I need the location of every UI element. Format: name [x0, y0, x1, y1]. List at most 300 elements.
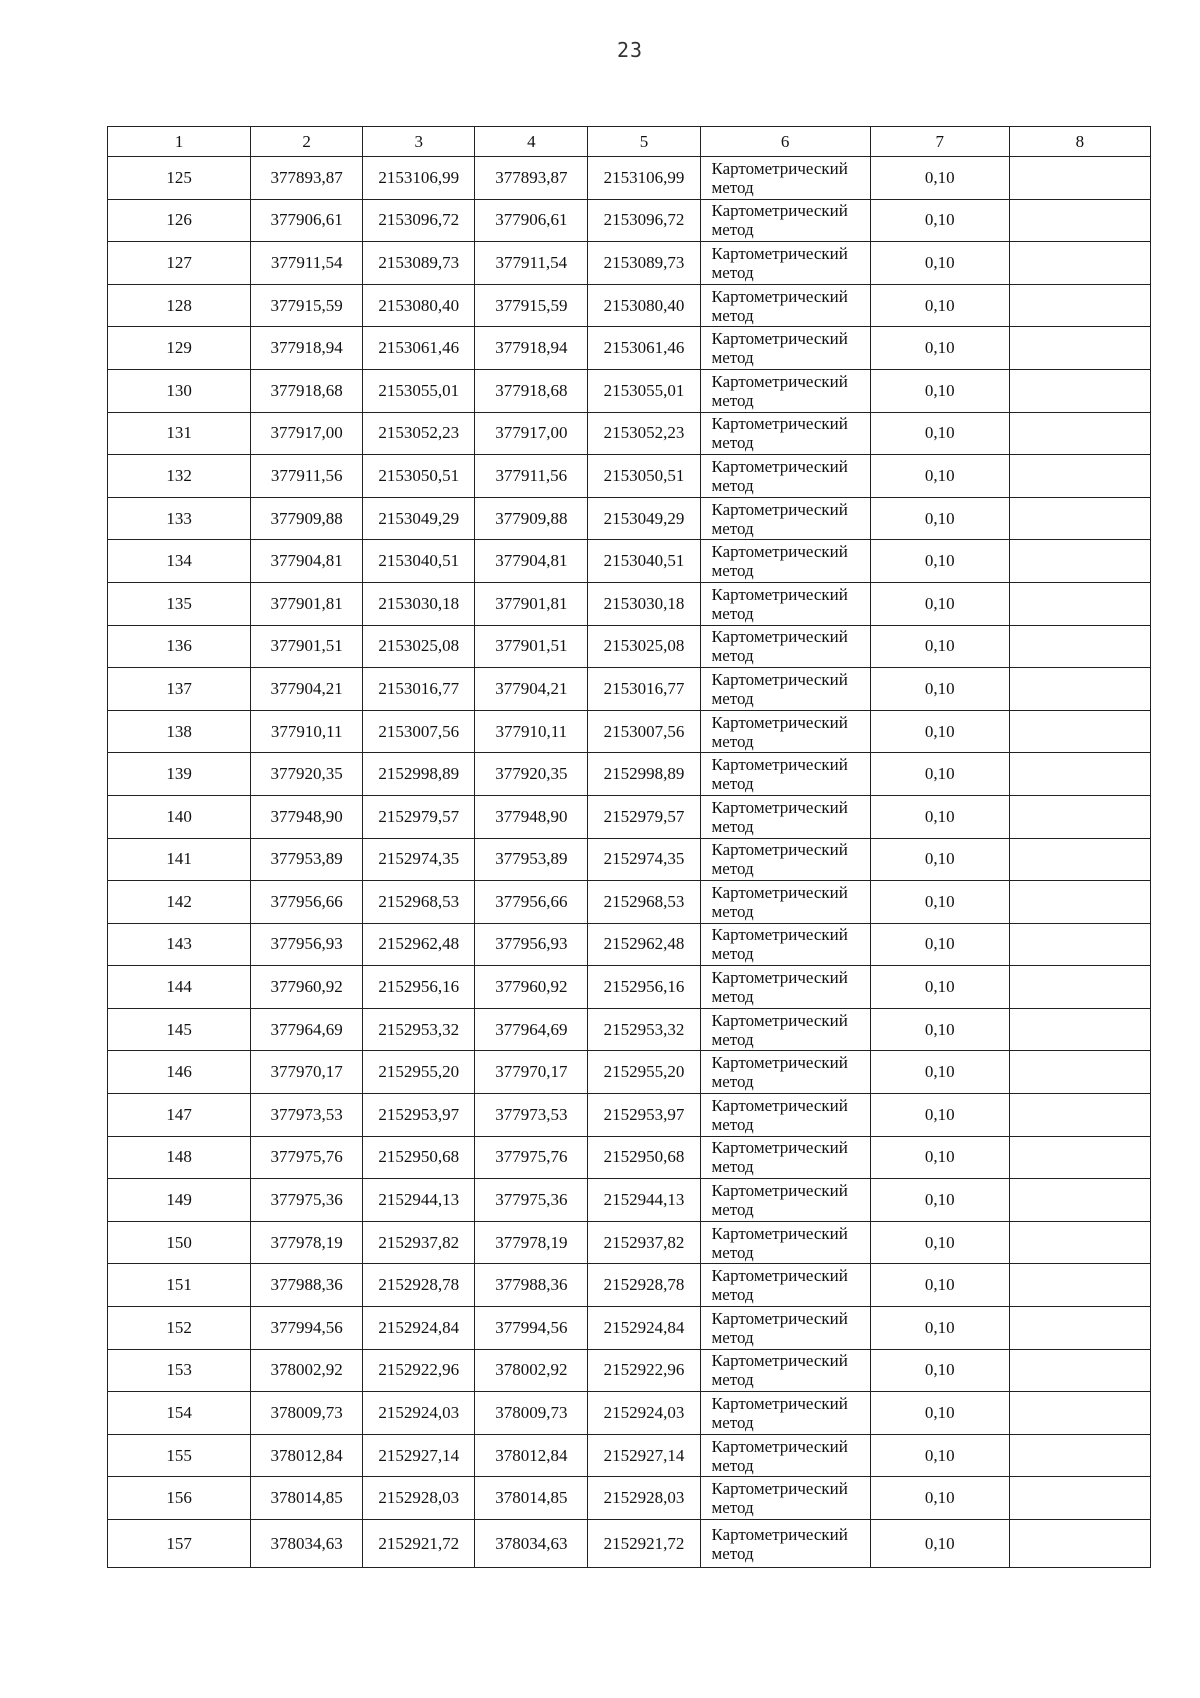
- note-cell: [1009, 327, 1150, 370]
- y-new-cell: 2152950,68: [588, 1136, 700, 1179]
- x-old-cell: 377956,93: [251, 923, 363, 966]
- note-cell: [1009, 1307, 1150, 1350]
- point-number-cell: 143: [108, 923, 251, 966]
- table-row: [108, 327, 1151, 370]
- table-row: [108, 1179, 1151, 1222]
- x-new-cell: 377909,88: [475, 497, 588, 540]
- y-new-cell: 2152927,14: [588, 1434, 700, 1477]
- x-new-cell: 377960,92: [475, 966, 588, 1009]
- table-row: [108, 1477, 1151, 1520]
- table-row: [108, 1307, 1151, 1350]
- accuracy-cell: 0,10: [870, 582, 1009, 625]
- method-cell: Картометрический метод: [700, 881, 870, 924]
- table-row: [108, 668, 1151, 711]
- x-old-cell: 377917,00: [251, 412, 363, 455]
- note-cell: [1009, 455, 1150, 498]
- table-row: [108, 497, 1151, 540]
- method-cell: Картометрический метод: [700, 966, 870, 1009]
- y-new-cell: 2153096,72: [588, 199, 700, 242]
- method-cell: Картометрический метод: [700, 625, 870, 668]
- table-row: [108, 795, 1151, 838]
- x-new-cell: 377904,21: [475, 668, 588, 711]
- x-new-cell: 377917,00: [475, 412, 588, 455]
- point-number-cell: 153: [108, 1349, 251, 1392]
- x-new-cell: 377893,87: [475, 157, 588, 200]
- x-new-cell: 377901,51: [475, 625, 588, 668]
- point-number-cell: 150: [108, 1221, 251, 1264]
- x-new-cell: 377901,81: [475, 582, 588, 625]
- point-number-cell: 134: [108, 540, 251, 583]
- point-number-cell: 135: [108, 582, 251, 625]
- x-new-cell: 377975,76: [475, 1136, 588, 1179]
- method-cell: Картометрический метод: [700, 1307, 870, 1350]
- x-old-cell: 377918,68: [251, 369, 363, 412]
- note-cell: [1009, 1008, 1150, 1051]
- y-new-cell: 2152928,03: [588, 1477, 700, 1520]
- point-number-cell: 132: [108, 455, 251, 498]
- note-cell: [1009, 668, 1150, 711]
- note-cell: [1009, 966, 1150, 1009]
- note-cell: [1009, 795, 1150, 838]
- x-new-cell: 377988,36: [475, 1264, 588, 1307]
- point-number-cell: 148: [108, 1136, 251, 1179]
- y-new-cell: 2153016,77: [588, 668, 700, 711]
- y-old-cell: 2153061,46: [363, 327, 475, 370]
- x-old-cell: 377978,19: [251, 1221, 363, 1264]
- y-new-cell: 2152979,57: [588, 795, 700, 838]
- note-cell: [1009, 1477, 1150, 1520]
- accuracy-cell: 0,10: [870, 1392, 1009, 1435]
- accuracy-cell: 0,10: [870, 1094, 1009, 1137]
- note-cell: [1009, 838, 1150, 881]
- table-row: [108, 1008, 1151, 1051]
- point-number-cell: 128: [108, 284, 251, 327]
- x-new-cell: 377904,81: [475, 540, 588, 583]
- column-header: 8: [1009, 127, 1150, 157]
- x-old-cell: 377904,81: [251, 540, 363, 583]
- x-new-cell: 377911,54: [475, 242, 588, 285]
- table-row: [108, 1221, 1151, 1264]
- accuracy-cell: 0,10: [870, 1179, 1009, 1222]
- table-row: [108, 1264, 1151, 1307]
- point-number-cell: 152: [108, 1307, 251, 1350]
- y-new-cell: 2153106,99: [588, 157, 700, 200]
- x-new-cell: 377956,93: [475, 923, 588, 966]
- x-old-cell: 377975,76: [251, 1136, 363, 1179]
- note-cell: [1009, 1392, 1150, 1435]
- x-old-cell: 378034,63: [251, 1520, 363, 1568]
- x-old-cell: 377948,90: [251, 795, 363, 838]
- y-old-cell: 2153089,73: [363, 242, 475, 285]
- point-number-cell: 142: [108, 881, 251, 924]
- x-old-cell: 377988,36: [251, 1264, 363, 1307]
- y-new-cell: 2153052,23: [588, 412, 700, 455]
- y-new-cell: 2152937,82: [588, 1221, 700, 1264]
- point-number-cell: 126: [108, 199, 251, 242]
- point-number-cell: 155: [108, 1434, 251, 1477]
- y-old-cell: 2152927,14: [363, 1434, 475, 1477]
- method-cell: Картометрический метод: [700, 455, 870, 498]
- y-old-cell: 2152955,20: [363, 1051, 475, 1094]
- y-new-cell: 2152922,96: [588, 1349, 700, 1392]
- accuracy-cell: 0,10: [870, 199, 1009, 242]
- method-cell: Картометрический метод: [700, 1179, 870, 1222]
- y-new-cell: 2153007,56: [588, 710, 700, 753]
- note-cell: [1009, 199, 1150, 242]
- point-number-cell: 156: [108, 1477, 251, 1520]
- y-new-cell: 2152968,53: [588, 881, 700, 924]
- x-new-cell: 377911,56: [475, 455, 588, 498]
- method-cell: Картометрический метод: [700, 497, 870, 540]
- column-header: 6: [700, 127, 870, 157]
- point-number-cell: 137: [108, 668, 251, 711]
- x-new-cell: 377973,53: [475, 1094, 588, 1137]
- accuracy-cell: 0,10: [870, 284, 1009, 327]
- y-new-cell: 2152953,32: [588, 1008, 700, 1051]
- method-cell: Картометрический метод: [700, 710, 870, 753]
- x-new-cell: 378012,84: [475, 1434, 588, 1477]
- accuracy-cell: 0,10: [870, 668, 1009, 711]
- point-number-cell: 149: [108, 1179, 251, 1222]
- table-row: [108, 923, 1151, 966]
- y-new-cell: 2152956,16: [588, 966, 700, 1009]
- accuracy-cell: 0,10: [870, 923, 1009, 966]
- note-cell: [1009, 284, 1150, 327]
- column-header: 7: [870, 127, 1009, 157]
- table-row: [108, 242, 1151, 285]
- method-cell: Картометрический метод: [700, 1051, 870, 1094]
- y-new-cell: 2152955,20: [588, 1051, 700, 1094]
- point-number-cell: 138: [108, 710, 251, 753]
- accuracy-cell: 0,10: [870, 795, 1009, 838]
- note-cell: [1009, 242, 1150, 285]
- y-old-cell: 2152928,03: [363, 1477, 475, 1520]
- table-header-row: [108, 127, 1151, 157]
- note-cell: [1009, 540, 1150, 583]
- note-cell: [1009, 923, 1150, 966]
- point-number-cell: 144: [108, 966, 251, 1009]
- x-old-cell: 377918,94: [251, 327, 363, 370]
- y-new-cell: 2153049,29: [588, 497, 700, 540]
- y-old-cell: 2153052,23: [363, 412, 475, 455]
- method-cell: Картометрический метод: [700, 1221, 870, 1264]
- table-row: [108, 753, 1151, 796]
- accuracy-cell: 0,10: [870, 1221, 1009, 1264]
- y-old-cell: 2153016,77: [363, 668, 475, 711]
- accuracy-cell: 0,10: [870, 1477, 1009, 1520]
- y-old-cell: 2153049,29: [363, 497, 475, 540]
- x-old-cell: 377960,92: [251, 966, 363, 1009]
- x-new-cell: 377910,11: [475, 710, 588, 753]
- x-old-cell: 377911,56: [251, 455, 363, 498]
- x-old-cell: 377904,21: [251, 668, 363, 711]
- table-row: [108, 710, 1151, 753]
- table-row: [108, 582, 1151, 625]
- accuracy-cell: 0,10: [870, 1434, 1009, 1477]
- method-cell: Картометрический метод: [700, 327, 870, 370]
- x-old-cell: 377964,69: [251, 1008, 363, 1051]
- point-number-cell: 130: [108, 369, 251, 412]
- point-number-cell: 127: [108, 242, 251, 285]
- point-number-cell: 147: [108, 1094, 251, 1137]
- x-new-cell: 378009,73: [475, 1392, 588, 1435]
- note-cell: [1009, 1349, 1150, 1392]
- table-row: [108, 1392, 1151, 1435]
- point-number-cell: 125: [108, 157, 251, 200]
- y-old-cell: 2153007,56: [363, 710, 475, 753]
- x-old-cell: 377906,61: [251, 199, 363, 242]
- x-new-cell: 377920,35: [475, 753, 588, 796]
- point-number-cell: 157: [108, 1520, 251, 1568]
- y-old-cell: 2152924,03: [363, 1392, 475, 1435]
- accuracy-cell: 0,10: [870, 157, 1009, 200]
- accuracy-cell: 0,10: [870, 838, 1009, 881]
- note-cell: [1009, 1221, 1150, 1264]
- y-new-cell: 2152962,48: [588, 923, 700, 966]
- x-new-cell: 377994,56: [475, 1307, 588, 1350]
- point-number-cell: 145: [108, 1008, 251, 1051]
- table-row: [108, 966, 1151, 1009]
- accuracy-cell: 0,10: [870, 497, 1009, 540]
- method-cell: Картометрический метод: [700, 1264, 870, 1307]
- note-cell: [1009, 582, 1150, 625]
- table-row: [108, 1136, 1151, 1179]
- note-cell: [1009, 369, 1150, 412]
- y-new-cell: 2153025,08: [588, 625, 700, 668]
- x-old-cell: 378002,92: [251, 1349, 363, 1392]
- x-old-cell: 377994,56: [251, 1307, 363, 1350]
- y-old-cell: 2152922,96: [363, 1349, 475, 1392]
- accuracy-cell: 0,10: [870, 1051, 1009, 1094]
- y-new-cell: 2153089,73: [588, 242, 700, 285]
- method-cell: Картометрический метод: [700, 284, 870, 327]
- y-old-cell: 2152956,16: [363, 966, 475, 1009]
- note-cell: [1009, 1136, 1150, 1179]
- note-cell: [1009, 1264, 1150, 1307]
- y-old-cell: 2153030,18: [363, 582, 475, 625]
- x-old-cell: 378014,85: [251, 1477, 363, 1520]
- y-old-cell: 2153080,40: [363, 284, 475, 327]
- table-row: [108, 540, 1151, 583]
- note-cell: [1009, 881, 1150, 924]
- method-cell: Картометрический метод: [700, 1392, 870, 1435]
- x-new-cell: 377918,94: [475, 327, 588, 370]
- table-row: [108, 838, 1151, 881]
- accuracy-cell: 0,10: [870, 412, 1009, 455]
- point-number-cell: 139: [108, 753, 251, 796]
- y-new-cell: 2152944,13: [588, 1179, 700, 1222]
- y-old-cell: 2152953,97: [363, 1094, 475, 1137]
- accuracy-cell: 0,10: [870, 242, 1009, 285]
- y-old-cell: 2152928,78: [363, 1264, 475, 1307]
- method-cell: Картометрический метод: [700, 1477, 870, 1520]
- accuracy-cell: 0,10: [870, 327, 1009, 370]
- x-new-cell: 378002,92: [475, 1349, 588, 1392]
- y-old-cell: 2153106,99: [363, 157, 475, 200]
- x-new-cell: 377956,66: [475, 881, 588, 924]
- y-old-cell: 2152924,84: [363, 1307, 475, 1350]
- method-cell: Картометрический метод: [700, 199, 870, 242]
- y-new-cell: 2153061,46: [588, 327, 700, 370]
- method-cell: Картометрический метод: [700, 412, 870, 455]
- method-cell: Картометрический метод: [700, 1136, 870, 1179]
- y-old-cell: 2153055,01: [363, 369, 475, 412]
- method-cell: Картометрический метод: [700, 1349, 870, 1392]
- y-old-cell: 2152950,68: [363, 1136, 475, 1179]
- y-new-cell: 2152921,72: [588, 1520, 700, 1568]
- x-old-cell: 377920,35: [251, 753, 363, 796]
- point-number-cell: 141: [108, 838, 251, 881]
- accuracy-cell: 0,10: [870, 1008, 1009, 1051]
- point-number-cell: 154: [108, 1392, 251, 1435]
- x-old-cell: 377893,87: [251, 157, 363, 200]
- method-cell: Картометрический метод: [700, 1520, 870, 1568]
- column-header: 4: [475, 127, 588, 157]
- x-old-cell: 378012,84: [251, 1434, 363, 1477]
- y-old-cell: 2152974,35: [363, 838, 475, 881]
- y-old-cell: 2153050,51: [363, 455, 475, 498]
- method-cell: Картометрический метод: [700, 242, 870, 285]
- y-old-cell: 2152979,57: [363, 795, 475, 838]
- point-number-cell: 151: [108, 1264, 251, 1307]
- method-cell: Картометрический метод: [700, 753, 870, 796]
- point-number-cell: 131: [108, 412, 251, 455]
- x-old-cell: 378009,73: [251, 1392, 363, 1435]
- table-row: [108, 881, 1151, 924]
- point-number-cell: 140: [108, 795, 251, 838]
- note-cell: [1009, 1179, 1150, 1222]
- note-cell: [1009, 710, 1150, 753]
- x-old-cell: 377975,36: [251, 1179, 363, 1222]
- x-old-cell: 377970,17: [251, 1051, 363, 1094]
- point-number-cell: 133: [108, 497, 251, 540]
- x-new-cell: 377915,59: [475, 284, 588, 327]
- note-cell: [1009, 753, 1150, 796]
- note-cell: [1009, 625, 1150, 668]
- y-old-cell: 2152944,13: [363, 1179, 475, 1222]
- y-old-cell: 2153040,51: [363, 540, 475, 583]
- table-body: [108, 157, 1151, 1568]
- column-header: 2: [251, 127, 363, 157]
- column-header: 1: [108, 127, 251, 157]
- x-old-cell: 377956,66: [251, 881, 363, 924]
- table-row: [108, 1520, 1151, 1568]
- method-cell: Картометрический метод: [700, 668, 870, 711]
- y-old-cell: 2152998,89: [363, 753, 475, 796]
- accuracy-cell: 0,10: [870, 540, 1009, 583]
- method-cell: Картометрический метод: [700, 1434, 870, 1477]
- y-old-cell: 2153096,72: [363, 199, 475, 242]
- method-cell: Картометрический метод: [700, 1008, 870, 1051]
- accuracy-cell: 0,10: [870, 1520, 1009, 1568]
- accuracy-cell: 0,10: [870, 455, 1009, 498]
- method-cell: Картометрический метод: [700, 540, 870, 583]
- x-new-cell: 378034,63: [475, 1520, 588, 1568]
- x-old-cell: 377909,88: [251, 497, 363, 540]
- table-row: [108, 625, 1151, 668]
- y-new-cell: 2152928,78: [588, 1264, 700, 1307]
- x-old-cell: 377911,54: [251, 242, 363, 285]
- point-number-cell: 146: [108, 1051, 251, 1094]
- x-old-cell: 377910,11: [251, 710, 363, 753]
- accuracy-cell: 0,10: [870, 1136, 1009, 1179]
- table-row: [108, 157, 1151, 200]
- note-cell: [1009, 157, 1150, 200]
- y-new-cell: 2153050,51: [588, 455, 700, 498]
- y-new-cell: 2153030,18: [588, 582, 700, 625]
- accuracy-cell: 0,10: [870, 625, 1009, 668]
- method-cell: Картометрический метод: [700, 795, 870, 838]
- method-cell: Картометрический метод: [700, 923, 870, 966]
- table-row: [108, 455, 1151, 498]
- y-new-cell: 2153040,51: [588, 540, 700, 583]
- y-old-cell: 2152921,72: [363, 1520, 475, 1568]
- x-new-cell: 377918,68: [475, 369, 588, 412]
- note-cell: [1009, 412, 1150, 455]
- accuracy-cell: 0,10: [870, 369, 1009, 412]
- y-old-cell: 2152937,82: [363, 1221, 475, 1264]
- point-number-cell: 129: [108, 327, 251, 370]
- table-row: [108, 1051, 1151, 1094]
- accuracy-cell: 0,10: [870, 1349, 1009, 1392]
- accuracy-cell: 0,10: [870, 710, 1009, 753]
- y-new-cell: 2152998,89: [588, 753, 700, 796]
- y-new-cell: 2152953,97: [588, 1094, 700, 1137]
- accuracy-cell: 0,10: [870, 966, 1009, 1009]
- y-new-cell: 2152924,84: [588, 1307, 700, 1350]
- x-new-cell: 377975,36: [475, 1179, 588, 1222]
- note-cell: [1009, 1094, 1150, 1137]
- method-cell: Картометрический метод: [700, 1094, 870, 1137]
- y-old-cell: 2153025,08: [363, 625, 475, 668]
- x-new-cell: 377964,69: [475, 1008, 588, 1051]
- y-old-cell: 2152968,53: [363, 881, 475, 924]
- method-cell: Картометрический метод: [700, 369, 870, 412]
- table-row: [108, 369, 1151, 412]
- note-cell: [1009, 1051, 1150, 1094]
- point-number-cell: 136: [108, 625, 251, 668]
- accuracy-cell: 0,10: [870, 881, 1009, 924]
- note-cell: [1009, 1520, 1150, 1568]
- y-new-cell: 2152974,35: [588, 838, 700, 881]
- x-old-cell: 377901,81: [251, 582, 363, 625]
- y-new-cell: 2153055,01: [588, 369, 700, 412]
- table-row: [108, 1349, 1151, 1392]
- x-new-cell: 377906,61: [475, 199, 588, 242]
- coordinates-table: [107, 126, 1151, 1568]
- method-cell: Картометрический метод: [700, 838, 870, 881]
- x-new-cell: 377970,17: [475, 1051, 588, 1094]
- accuracy-cell: 0,10: [870, 1307, 1009, 1350]
- table-row: [108, 1434, 1151, 1477]
- method-cell: Картометрический метод: [700, 582, 870, 625]
- accuracy-cell: 0,10: [870, 753, 1009, 796]
- accuracy-cell: 0,10: [870, 1264, 1009, 1307]
- table-row: [108, 284, 1151, 327]
- method-cell: Картометрический метод: [700, 157, 870, 200]
- x-old-cell: 377973,53: [251, 1094, 363, 1137]
- table-row: [108, 412, 1151, 455]
- x-old-cell: 377915,59: [251, 284, 363, 327]
- x-new-cell: 377948,90: [475, 795, 588, 838]
- x-new-cell: 377953,89: [475, 838, 588, 881]
- page-number: 23: [616, 38, 644, 62]
- column-header: 5: [588, 127, 700, 157]
- note-cell: [1009, 1434, 1150, 1477]
- table-row: [108, 1094, 1151, 1137]
- x-old-cell: 377953,89: [251, 838, 363, 881]
- column-header: 3: [363, 127, 475, 157]
